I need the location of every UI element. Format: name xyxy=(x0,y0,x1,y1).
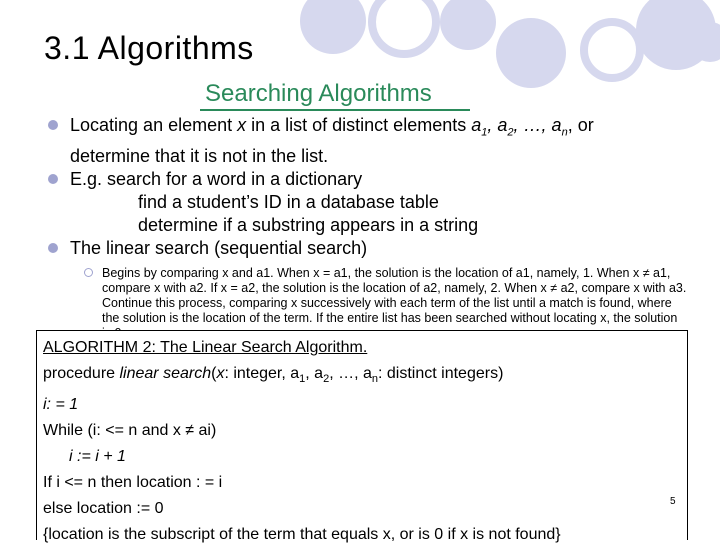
decorative-circle xyxy=(496,18,566,88)
algorithm-comment: {location is the subscript of the term that equals x, or is 0 if x is not found} xyxy=(43,526,561,544)
bullet-item: The linear search (sequential search) xyxy=(48,237,688,260)
algorithm-while: While (i: <= n and x ≠ ai) xyxy=(43,422,217,440)
algorithm-box xyxy=(36,330,688,544)
subtitle-underline xyxy=(200,109,470,111)
bullet-icon xyxy=(48,243,58,253)
bullet-icon xyxy=(48,120,58,130)
bullet-list xyxy=(48,114,688,341)
algorithm-init: i: = 1 xyxy=(43,396,79,414)
sub-bullet-item: Begins by comparing x and a1. When x = a1, the solution is the location of a1, namely, 1. When x ≠ a1, compare x with a2. If x = a2, the solution is the location of a2, namely, 2. When x ≠ a2, compare x with a3. Continue this process, comparing x successively with each term of the list until a match is found, where the solution is the location of the term. If the entire list has been searched without locating x, the solution xyxy=(84,266,688,341)
algorithm-else: else location := 0 xyxy=(43,500,164,518)
decorative-circle xyxy=(440,0,496,50)
decorative-ring xyxy=(580,18,644,82)
sequence: $a_1$, $a_2$, …, $a_n$ xyxy=(471,115,568,139)
algorithm-increment: i := i + 1 xyxy=(69,448,126,466)
decorative-ring xyxy=(368,0,440,58)
algorithm-procedure: procedure linear search(x: integer, $a_1$, $a_2$, …, $a_n$: distinct integers) xyxy=(43,365,504,386)
decorative-circle xyxy=(300,0,366,54)
bullet-item: Locating an element x in a list of distinct elements $a_1$, $a_2$, …, $a_n$, or determine that it is not in the list. xyxy=(48,114,688,168)
page-number: 5 xyxy=(670,496,676,507)
algorithm-heading: ALGORITHM 2: The Linear Search Algorithm. xyxy=(43,339,368,356)
sub-bullet-icon xyxy=(84,268,93,277)
bullet-icon xyxy=(48,174,58,184)
bullet-item: E.g. search for a word in a dictionary find a student’s ID in a database table determine if a substring appears in a string xyxy=(48,168,688,237)
algorithm-if: If i <= n then location : = i xyxy=(43,474,223,492)
section-subtitle: Searching Algorithms xyxy=(205,80,432,107)
page-title: 3.1 Algorithms xyxy=(44,30,254,66)
